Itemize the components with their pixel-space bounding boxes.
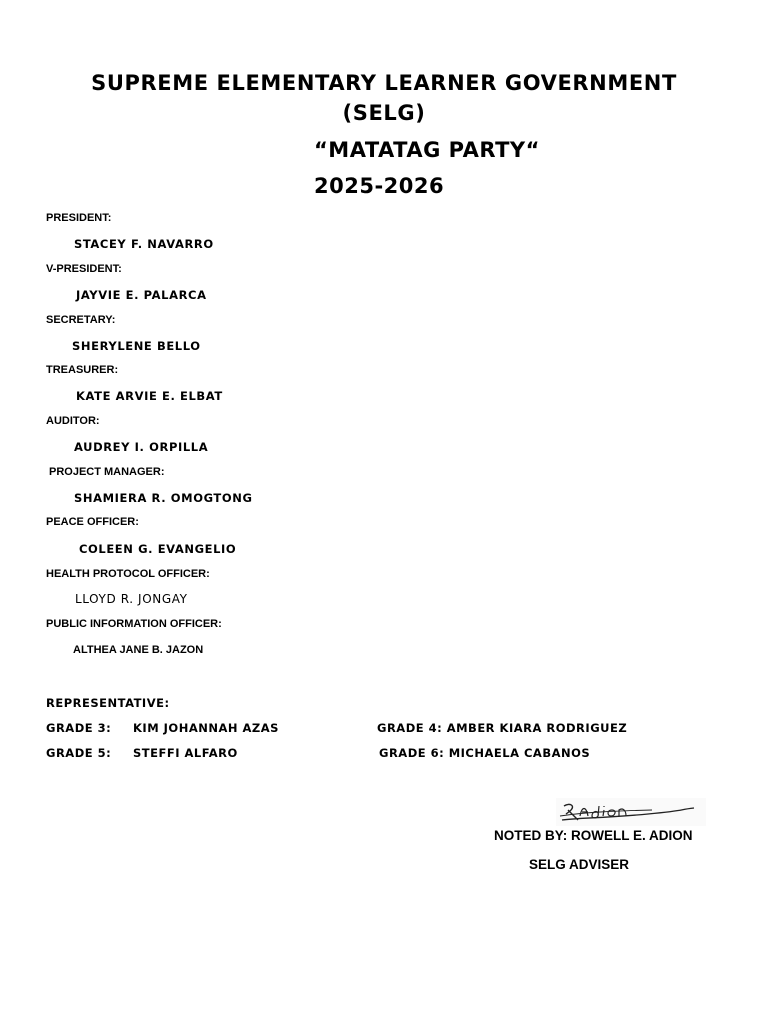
officer-label-treasurer: TREASURER: bbox=[46, 364, 119, 376]
officer-name-health-protocol-officer: LLOYD R. JONGAY bbox=[75, 592, 188, 606]
officer-label-auditor: AUDITOR: bbox=[46, 415, 100, 427]
grade-5-representative: STEFFI ALFARO bbox=[133, 746, 238, 760]
officer-label-secretary: SECRETARY: bbox=[46, 314, 116, 326]
grade-3-representative: KIM JOHANNAH AZAS bbox=[133, 721, 279, 735]
officer-name-project-manager: SHAMIERA R. OMOGTONG bbox=[74, 491, 253, 505]
officer-name-secretary: SHERYLENE BELLO bbox=[72, 339, 201, 353]
officer-name-public-information-officer: ALTHEA JANE B. JAZON bbox=[73, 644, 204, 656]
representatives-heading: REPRESENTATIVE: bbox=[46, 696, 170, 710]
officer-label-vice-president: V-PRESIDENT: bbox=[46, 263, 122, 275]
document-title-abbreviation: (SELG) bbox=[342, 101, 426, 125]
officer-label-health-protocol-officer: HEALTH PROTOCOL OFFICER: bbox=[46, 568, 210, 580]
officer-label-peace-officer: PEACE OFFICER: bbox=[46, 516, 139, 528]
adviser-role: SELG ADVISER bbox=[529, 857, 630, 872]
document-title: SUPREME ELEMENTARY LEARNER GOVERNMENT bbox=[91, 71, 677, 95]
officer-label-public-information-officer: PUBLIC INFORMATION OFFICER: bbox=[46, 618, 222, 630]
officer-name-treasurer: KATE ARVIE E. ELBAT bbox=[76, 389, 223, 403]
officer-name-peace-officer: COLEEN G. EVANGELIO bbox=[79, 542, 237, 556]
officer-label-president: PRESIDENT: bbox=[46, 212, 112, 224]
officer-name-auditor: AUDREY I. ORPILLA bbox=[74, 440, 209, 454]
noted-by: NOTED BY: ROWELL E. ADION bbox=[494, 828, 693, 843]
grade-6-representative: GRADE 6: MICHAELA CABANOS bbox=[379, 746, 591, 760]
officer-label-project-manager: PROJECT MANAGER: bbox=[49, 466, 165, 478]
adviser-signature bbox=[556, 798, 706, 826]
grade-5-label: GRADE 5: bbox=[46, 746, 112, 760]
school-year: 2025-2026 bbox=[314, 174, 445, 198]
officer-name-vice-president: JAYVIE E. PALARCA bbox=[76, 288, 207, 302]
grade-3-label: GRADE 3: bbox=[46, 721, 112, 735]
officer-name-president: STACEY F. NAVARRO bbox=[74, 237, 214, 251]
party-name: “MATATAG PARTY“ bbox=[314, 138, 540, 162]
grade-4-representative: GRADE 4: AMBER KIARA RODRIGUEZ bbox=[377, 721, 628, 735]
